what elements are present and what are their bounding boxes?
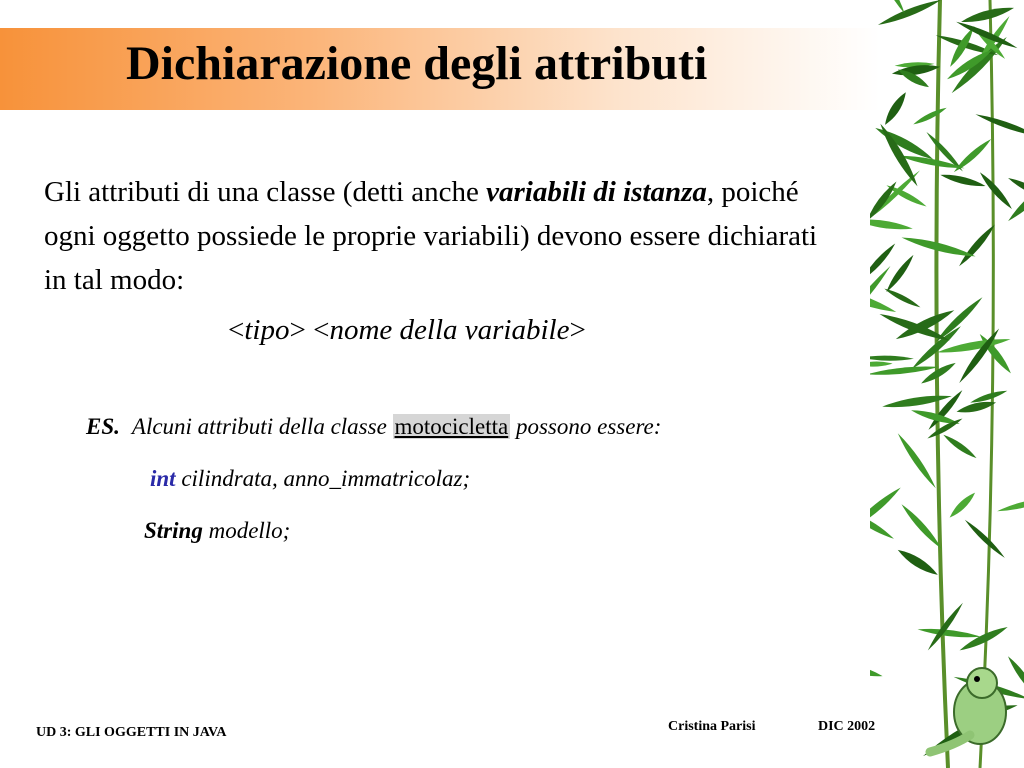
- code-line-string: [144, 518, 290, 544]
- class-name-motocicletta: motocicletta: [394, 414, 509, 439]
- code-line-1-rest: cilindrata, anno_immatricolaz;: [175, 466, 471, 491]
- bamboo-stems: [936, 0, 993, 768]
- bamboo-leaves: [870, 0, 1024, 759]
- code-line-2-rest: modello;: [202, 518, 291, 543]
- footer-author: Cristina Parisi: [668, 719, 756, 734]
- bamboo-leaf: [884, 253, 916, 294]
- syntax-line: [228, 314, 586, 347]
- bamboo-leaf: [912, 105, 948, 126]
- bamboo-leaf: [877, 122, 921, 189]
- bamboo-leaf: [952, 137, 994, 175]
- example-line: [86, 414, 661, 440]
- syntax-nome: nome della variabile: [329, 314, 570, 346]
- slide-title: Dichiarazione degli attributi: [126, 37, 708, 90]
- bamboo-leaf: [926, 601, 966, 652]
- bamboo-leaf: [895, 431, 938, 490]
- bamboo-leaf: [942, 432, 979, 460]
- bamboo-leaf: [870, 661, 884, 680]
- bamboo-leaf: [956, 222, 997, 268]
- syntax-tipo: tipo: [244, 314, 290, 346]
- bamboo-leaf: [963, 518, 1007, 560]
- bamboo-decoration-image: [870, 0, 1024, 768]
- bamboo-leaf: [870, 169, 922, 221]
- bamboo-leaf: [996, 496, 1024, 514]
- bamboo-leaf: [977, 170, 1014, 211]
- footer-course: UD 3: GLI OGGETTI IN JAVA: [36, 725, 227, 740]
- bamboo-leaf: [974, 111, 1024, 138]
- lizard-icon: [930, 668, 1006, 752]
- syntax-bracket: >: [289, 314, 306, 346]
- bamboo-leaf: [877, 0, 942, 28]
- bamboo-leaf: [947, 490, 977, 520]
- example-label: ES.: [86, 414, 120, 439]
- intro-text-2: , poiché ogni oggetto possiede le proprie variabili) devono essere dichiarati in tal modo:: [44, 176, 818, 296]
- keyword-int: int: [150, 466, 176, 491]
- bamboo-leaf: [870, 355, 914, 361]
- bamboo-leaf: [940, 172, 987, 190]
- intro-emphasis: variabili di istanza: [486, 176, 707, 208]
- syntax-bracket: <: [228, 314, 245, 346]
- bamboo-leaf: [882, 90, 910, 127]
- bamboo-leaf: [1007, 175, 1024, 201]
- bamboo-leaf: [917, 626, 981, 640]
- keyword-string: String: [144, 518, 203, 543]
- syntax-bracket: <: [305, 314, 330, 346]
- bamboo-leaf: [960, 4, 1015, 26]
- bamboo-leaf: [870, 216, 913, 232]
- syntax-bracket: >: [569, 314, 586, 346]
- footer-date: DIC 2002: [818, 719, 876, 734]
- example-text: Alcuni attributi della classe: [131, 414, 393, 439]
- bamboo-leaf: [882, 392, 953, 410]
- intro-paragraph: [44, 170, 844, 302]
- example-tail: possono essere:: [510, 414, 662, 439]
- bamboo-leaf: [958, 624, 1009, 654]
- bamboo-leaf: [870, 361, 893, 367]
- bamboo-leaf: [895, 546, 940, 579]
- intro-text-1: Gli attributi di una classe (detti anche: [44, 176, 487, 208]
- code-line-int: [150, 466, 470, 492]
- bamboo-leaf: [870, 179, 899, 223]
